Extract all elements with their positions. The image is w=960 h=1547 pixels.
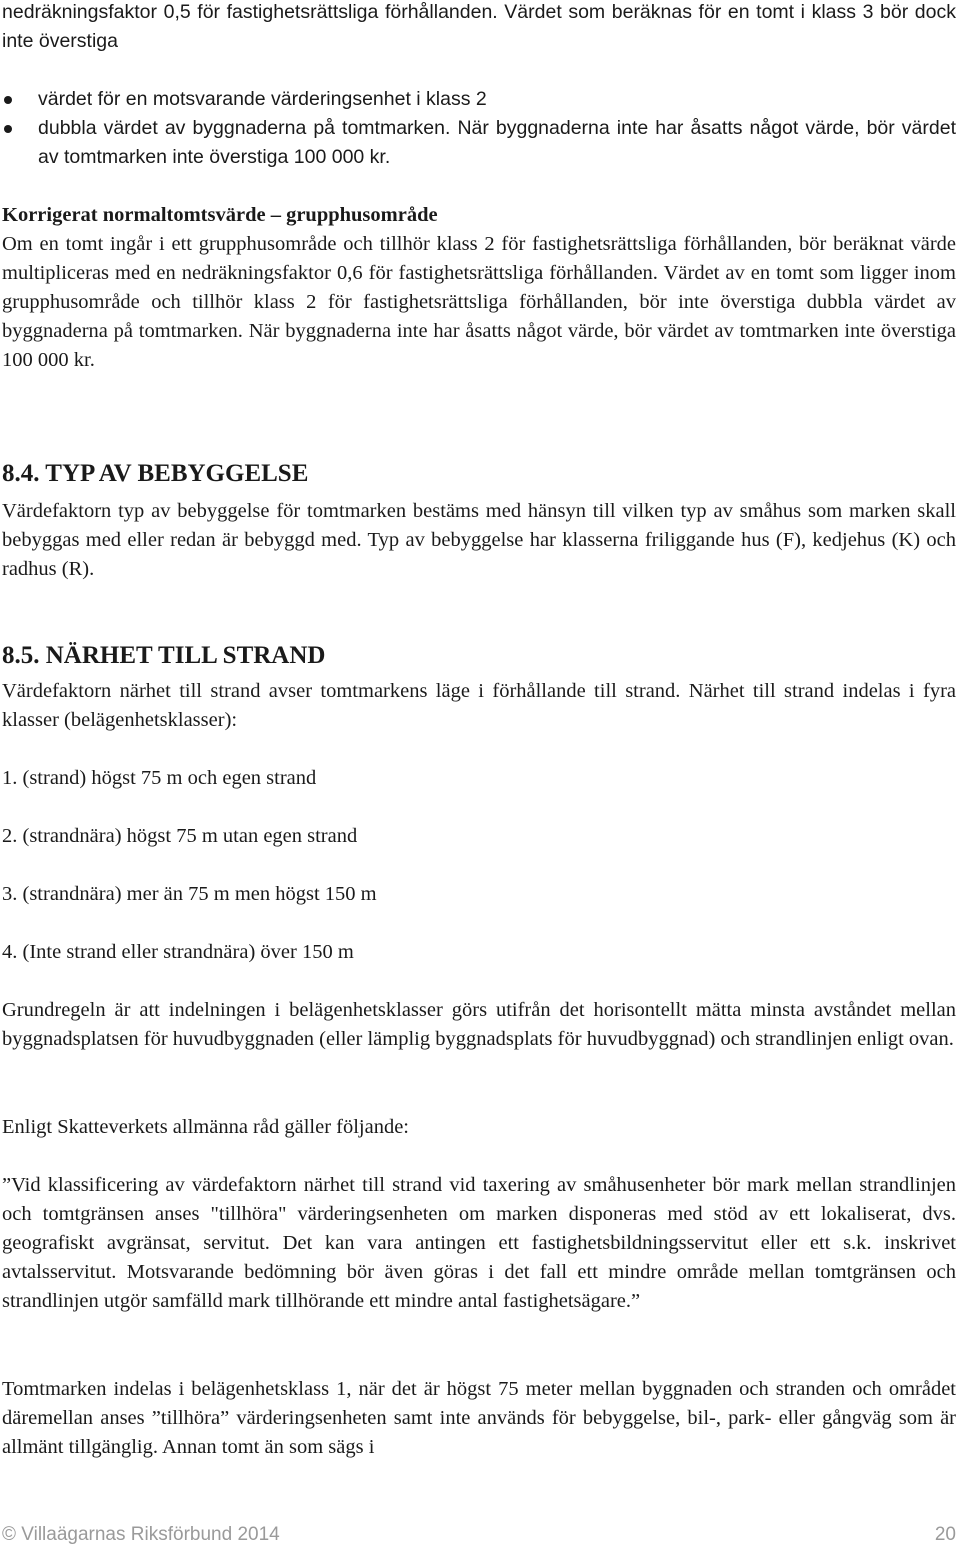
bullet-text: värdet för en motsvarande värderingsenhet i klass 2 (38, 88, 487, 110)
strand-class-4: 4. (Inte strand eller strandnära) över 150 m (2, 941, 354, 963)
footer-copyright: © Villaägarnas Riksförbund 2014 (2, 1524, 280, 1545)
intro-paragraph: nedräkningsfaktor 0,5 för fastighetsrättsliga förhållanden. Värdet som beräknas för en tomt i klass 3 bör dock inte överstiga (2, 1, 956, 52)
tomtmarken-paragraph: Tomtmarken indelas i belägenhetsklass 1, när det är högst 75 meter mellan byggnaden och stranden och området däremellan anses ”tillhöra” värderingsenheten samt inte används för bebyggelse, bil-, park- eller gångväg som är allmänt tillgänglig. Annan tomt än som sägs i (2, 1378, 956, 1458)
bullet-dot-icon (4, 125, 12, 133)
skatteverket-intro: Enligt Skatteverkets allmänna råd gäller följande: (2, 1116, 410, 1138)
footer-page-number: 20 (934, 1524, 956, 1545)
grupphus-paragraph: Om en tomt ingår i ett grupphusområde och tillhör klass 2 för fastighetsrättsliga förhållanden, bör beräknat värde multipliceras med en nedräkningsfaktor 0,6 för fastighetsrättsliga förhållanden. Värdet av en tomt som ligger inom grupphusområde och tillhör klass 2 för fastighetsrättsliga förhållanden, bör inte överstiga dubbla värdet av byggnaderna på tomtmarken. När byggnaderna inte har åsatts något värde, bör värdet av tomtmarken inte överstiga 100 000 kr. (2, 233, 956, 371)
strand-class-2: 2. (strandnära) högst 75 m utan egen strand (2, 825, 358, 847)
grupphus-heading: Korrigerat normaltomtsvärde – grupphusområde (2, 204, 438, 226)
strand-class-1: 1. (strand) högst 75 m och egen strand (2, 767, 317, 789)
bullet-text: dubbla värdet av byggnaderna på tomtmarken. När byggnaderna inte har åsatts något värde, bör värdet av tomtmarken inte överstiga 100 000 kr. (38, 117, 956, 168)
section-8-5-paragraph: Värdefaktorn närhet till strand avser tomtmarkens läge i förhållande till strand. Närhet till strand indelas i fyra klasser (belägenhetsklasser): (2, 680, 956, 731)
skatteverket-quote: ”Vid klassificering av värdefaktorn närhet till strand vid taxering av småhusenheter bör mark mellan strandlinjen och tomtgränsen anses "tillhöra" värderingsenheten om marken disponeras med stöd av ett lokaliserat, dvs. geografiskt avgränsat, servitut. Det kan vara antingen ett fastighetsbildningsservitut eller ett s.k. inskrivet avtalsservitut. Motsvarande bedömning bör även göras i det fall ett mindre område mellan tomtgränsen och strandlinjen utgör samfälld mark tillhörande ett mindre antal fastighetsägare.” (2, 1174, 956, 1312)
section-8-4-paragraph: Värdefaktorn typ av bebyggelse för tomtmarken bestäms med hänsyn till vilken typ av småhus som marken skall bebyggas med eller redan är bebyggd med. Typ av bebyggelse har klasserna friliggande hus (F), kedjehus (K) och radhus (R). (2, 500, 956, 580)
section-8-5-heading: 8.5. NÄRHET TILL STRAND (2, 642, 326, 669)
strand-class-3: 3. (strandnära) mer än 75 m men högst 150 m (2, 883, 377, 905)
bullet-dot-icon (4, 96, 12, 104)
section-8-4-heading: 8.4. TYP AV BEBYGGELSE (2, 460, 309, 487)
bullet-item (0, 85, 956, 114)
bullet-list (0, 85, 956, 172)
grundregel-paragraph: Grundregeln är att indelningen i belägenhetsklasser görs utifrån det horisontellt mätta minsta avståndet mellan byggnadsplatsen för huvudbyggnaden (eller lämplig byggnadsplats för huvudbyggnad) och strandlinjen enligt ovan. (2, 999, 956, 1050)
bullet-item (0, 114, 956, 172)
page-footer (2, 1524, 956, 1546)
